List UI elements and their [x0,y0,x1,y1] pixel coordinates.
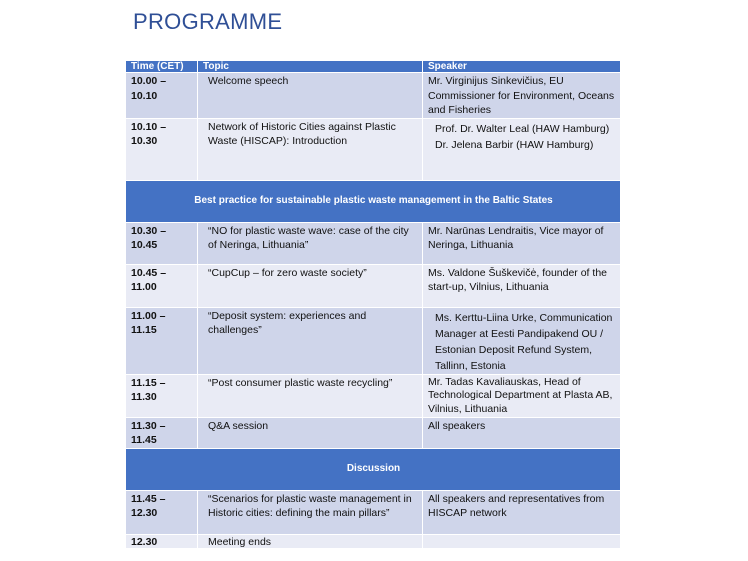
table-header-row [126,61,621,73]
table-row [126,417,621,448]
page-title: PROGRAMME [133,9,283,34]
table-row [126,118,621,180]
row-topic: “Post consumer plastic waste recycling” [198,374,423,417]
row-speaker: Mr. Virginijus Sinkevičius, EU Commissioner for Environment, Oceans and Fisheries [423,73,621,119]
header-speaker: Speaker [423,61,621,73]
row-topic: “CupCup – for zero waste society” [198,264,423,307]
row-time: 12.30 [126,534,198,548]
row-time: 11.30 – 11.45 [126,417,198,448]
row-time: 11.00 – 11.15 [126,307,198,374]
row-topic: Meeting ends [198,534,423,548]
section-row [126,448,621,490]
table-row [126,264,621,307]
row-speaker: Ms. Kerttu-Liina Urke, Communication Manager at Eesti Pandipakend OU / Estonian Deposit Refund System, Tallinn, Estonia [423,307,621,374]
table-row [126,534,621,548]
row-speaker: Ms. Valdone Šuškevičė, founder of the start-up, Vilnius, Lithuania [423,264,621,307]
row-time: 10.10 – 10.30 [126,118,198,180]
row-speaker: All speakers [423,417,621,448]
row-topic: “NO for plastic waste wave: case of the city of Neringa, Lithuania” [198,222,423,264]
row-speaker: Mr. Tadas Kavaliauskas, Head of Technological Department at Plasta AB, Vilnius, Lithuania [423,374,621,417]
header-topic: Topic [198,61,423,73]
section-row [126,180,621,222]
row-time: 10.45 – 11.00 [126,264,198,307]
section-title: Best practice for sustainable plastic waste management in the Baltic States [126,180,621,222]
row-time: 10.00 – 10.10 [126,73,198,119]
table-row [126,374,621,417]
header-time: Time (CET) [126,61,198,73]
row-time: 11.15 – 11.30 [126,374,198,417]
table-row [126,222,621,264]
row-topic: Q&A session [198,417,423,448]
row-time: 10.30 – 10.45 [126,222,198,264]
row-speaker: All speakers and representatives from HISCAP network [423,490,621,534]
row-topic: Welcome speech [198,73,423,119]
section-title: Discussion [126,448,621,490]
row-speaker: Prof. Dr. Walter Leal (HAW Hamburg) Dr. Jelena Barbir (HAW Hamburg) [423,118,621,180]
table-row [126,73,621,119]
table-row [126,490,621,534]
row-topic: “Scenarios for plastic waste management in Historic cities: defining the main pillars” [198,490,423,534]
programme-table [125,60,621,549]
row-speaker: Mr. Narūnas Lendraitis, Vice mayor of Neringa, Lithuania [423,222,621,264]
table-row [126,307,621,374]
row-time: 11.45 – 12.30 [126,490,198,534]
row-topic: Network of Historic Cities against Plastic Waste (HISCAP): Introduction [198,118,423,180]
row-speaker [423,534,621,548]
row-topic: “Deposit system: experiences and challenges” [198,307,423,374]
